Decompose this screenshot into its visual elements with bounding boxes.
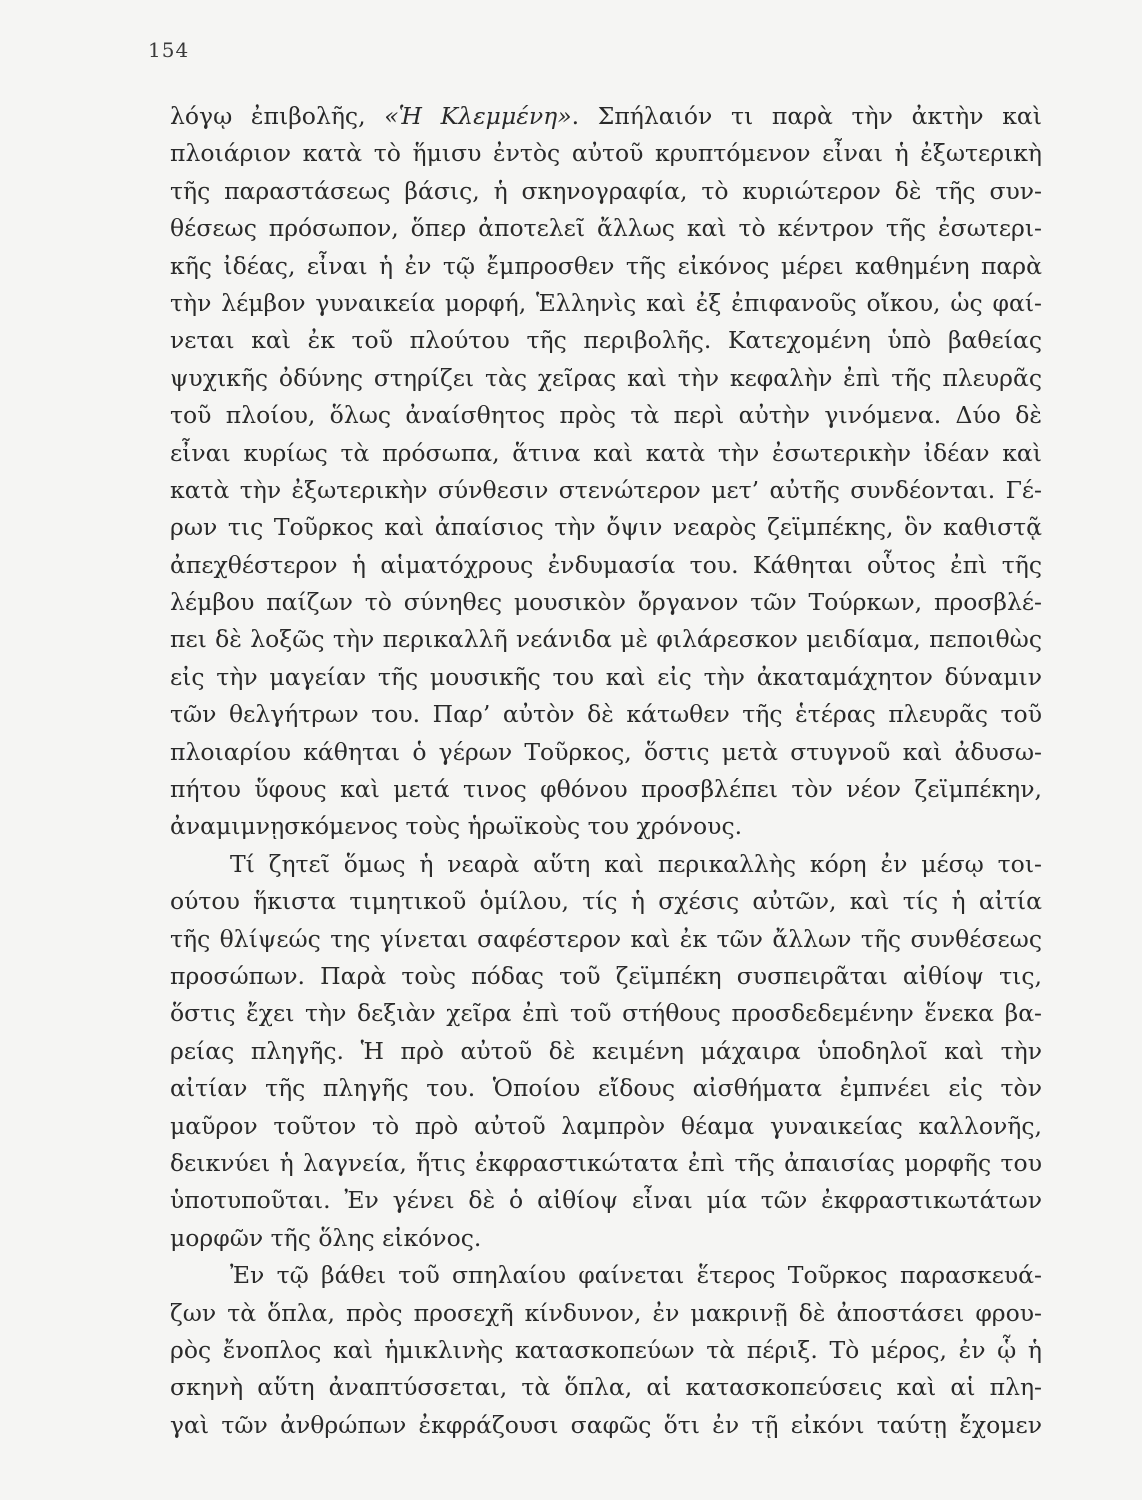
text-line: ούτου ἥκιστα τιμητικοῦ ὁμίλου, τίς ἡ σχέσις αὐτῶν, καὶ τίς ἡ αἰτία	[170, 887, 1042, 916]
paragraph-end-line: ἀναμιμνῃσκόμενος τοὺς ἡρωϊκοὺς του χρόνους.	[170, 812, 743, 841]
text-line: δεικνύει ἡ λαγνεία, ἥτις ἐκφραστικώτατα ἐπὶ τῆς ἀπαισίας μορφῆς του	[170, 1148, 1042, 1177]
text-line: κατὰ τὴν ἐξωτερικὴν σύνθεσιν στενώτερον μετ’ αὐτῆς συνδέονται. Γέ-	[170, 475, 1042, 504]
text-line: πλοιαρίου κάθηται ὁ γέρων Τοῦρκος, ὅστις μετὰ στυγνοῦ καὶ ἀδυσω-	[170, 737, 1042, 766]
text-line: λόγῳ ἐπιβολῆς, «Ἡ Κλεμμένη». Σπήλαιόν τι παρὰ τὴν ἀκτὴν καὶ	[170, 102, 1042, 130]
text-line: τῆς θλίψεώς της γίνεται σαφέστερον καὶ ἐκ τῶν ἄλλων τῆς συνθέσεως	[170, 924, 1042, 953]
text-line: εἰς τὴν μαγείαν τῆς μουσικῆς του καὶ εἰς τὴν ἀκαταμάχητον δύναμιν	[170, 662, 1042, 691]
text-line: νεται καὶ ἐκ τοῦ πλούτου τῆς περιβολῆς. Κατεχομένη ὑπὸ βαθείας	[170, 326, 1042, 355]
text-line: τῶν θελγήτρων του. Παρ’ αὐτὸν δὲ κάτωθεν τῆς ἑτέρας πλευρᾶς τοῦ	[170, 700, 1042, 729]
text-line: ρὸς ἔνοπλος καὶ ἡμικλινὴς κατασκοπεύων τὰ πέριξ. Τὸ μέρος, ἐν ᾧ ἡ	[170, 1335, 1042, 1364]
text-line: αἰτίαν τῆς πληγῆς του. Ὁποίου εἴδους αἰσθήματα ἐμπνέει εἰς τὸν	[170, 1074, 1042, 1103]
body-text	[170, 98, 1042, 1444]
text-line: λέμβου παίζων τὸ σύνηθες μουσικὸν ὄργανον τῶν Τούρκων, προσβλέ-	[170, 588, 1042, 617]
text-line: πει δὲ λοξῶς τὴν περικαλλῆ νεάνιδα μὲ φιλάρεσκον μειδίαμα, πεποιθὼς	[170, 625, 1042, 654]
text-line: θέσεως πρόσωπον, ὅπερ ἀποτελεῖ ἄλλως καὶ τὸ κέντρον τῆς ἐσωτερι-	[170, 214, 1042, 243]
text-line: μαῦρον τοῦτον τὸ πρὸ αὐτοῦ λαμπρὸν θέαμα γυναικείας καλλονῆς,	[170, 1111, 1042, 1140]
text-line: τῆς παραστάσεως βάσις, ἡ σκηνογραφία, τὸ κυριώτερον δὲ τῆς συν-	[170, 176, 1042, 205]
text-line: ζων τὰ ὅπλα, πρὸς προσεχῆ κίνδυνον, ἐν μακρινῇ δὲ ἀποστάσει φρου-	[170, 1298, 1042, 1327]
artwork-title: «Ἡ Κλεμμένη»	[384, 102, 572, 130]
text-line: εἶναι κυρίως τὰ πρόσωπα, ἅτινα καὶ κατὰ τὴν ἐσωτερικὴν ἰδέαν καὶ	[170, 438, 1042, 467]
page-number: 154	[148, 38, 190, 62]
text-line: προσώπων. Παρὰ τοὺς πόδας τοῦ ζεϊμπέκη συσπειρᾶται αἰθίοψ τις,	[170, 961, 1042, 990]
text-line: ρείας πληγῆς. Ἡ πρὸ αὐτοῦ δὲ κειμένη μάχαιρα ὑποδηλοῖ καὶ τὴν	[170, 1036, 1042, 1065]
paragraph-start-line: Ἐν τῷ βάθει τοῦ σπηλαίου φαίνεται ἕτερος Τοῦρκος παρασκευά-	[230, 1261, 1042, 1290]
text-line: πήτου ὕφους καὶ μετά τινος φθόνου προσβλέπει τὸν νέον ζεϊμπέκην,	[170, 775, 1042, 804]
text-line: πλοιάριον κατὰ τὸ ἥμισυ ἐντὸς αὐτοῦ κρυπτόμενον εἶναι ἡ ἐξωτερικὴ	[170, 139, 1042, 168]
text-line: σκηνὴ αὕτη ἀναπτύσσεται, τὰ ὅπλα, αἱ κατασκοπεύσεις καὶ αἱ πλη-	[170, 1373, 1042, 1402]
text-line: ὅστις ἔχει τὴν δεξιὰν χεῖρα ἐπὶ τοῦ στήθους προσδεδεμένην ἕνεκα βα-	[170, 999, 1042, 1028]
text-line: κῆς ἰδέας, εἶναι ἡ ἐν τῷ ἔμπροσθεν τῆς εἰκόνος μέρει καθημένη παρὰ	[170, 251, 1042, 280]
text-line: ἀπεχθέστερον ἡ αἱματόχρους ἐνδυμασία του. Κάθηται οὗτος ἐπὶ τῆς	[170, 550, 1042, 579]
text-line: ψυχικῆς ὀδύνης στηρίζει τὰς χεῖρας καὶ τὴν κεφαλὴν ἐπὶ τῆς πλευρᾶς	[170, 363, 1042, 392]
text-line: ρων τις Τοῦρκος καὶ ἀπαίσιος τὴν ὄψιν νεαρὸς ζεϊμπέκης, ὃν καθιστᾷ	[170, 513, 1042, 542]
text-line: τοῦ πλοίου, ὅλως ἀναίσθητος πρὸς τὰ περὶ αὐτὴν γινόμενα. Δύο δὲ	[170, 401, 1042, 430]
text-line: γαὶ τῶν ἀνθρώπων ἐκφράζουσι σαφῶς ὅτι ἐν τῇ εἰκόνι ταύτῃ ἔχομεν	[170, 1410, 1042, 1439]
paragraph-start-line: Τί ζητεῖ ὅμως ἡ νεαρὰ αὕτη καὶ περικαλλὴς κόρη ἐν μέσῳ τοι-	[230, 849, 1042, 878]
text-line: ὑποτυποῦται. Ἐν γένει δὲ ὁ αἰθίοψ εἶναι μία τῶν ἐκφραστικωτάτων	[170, 1186, 1042, 1215]
paragraph-end-line: μορφῶν τῆς ὅλης εἰκόνος.	[170, 1223, 482, 1252]
text-line: τὴν λέμβον γυναικεία μορφή, Ἑλληνὶς καὶ ἐξ ἐπιφανοῦς οἴκου, ὡς φαί-	[170, 288, 1042, 317]
